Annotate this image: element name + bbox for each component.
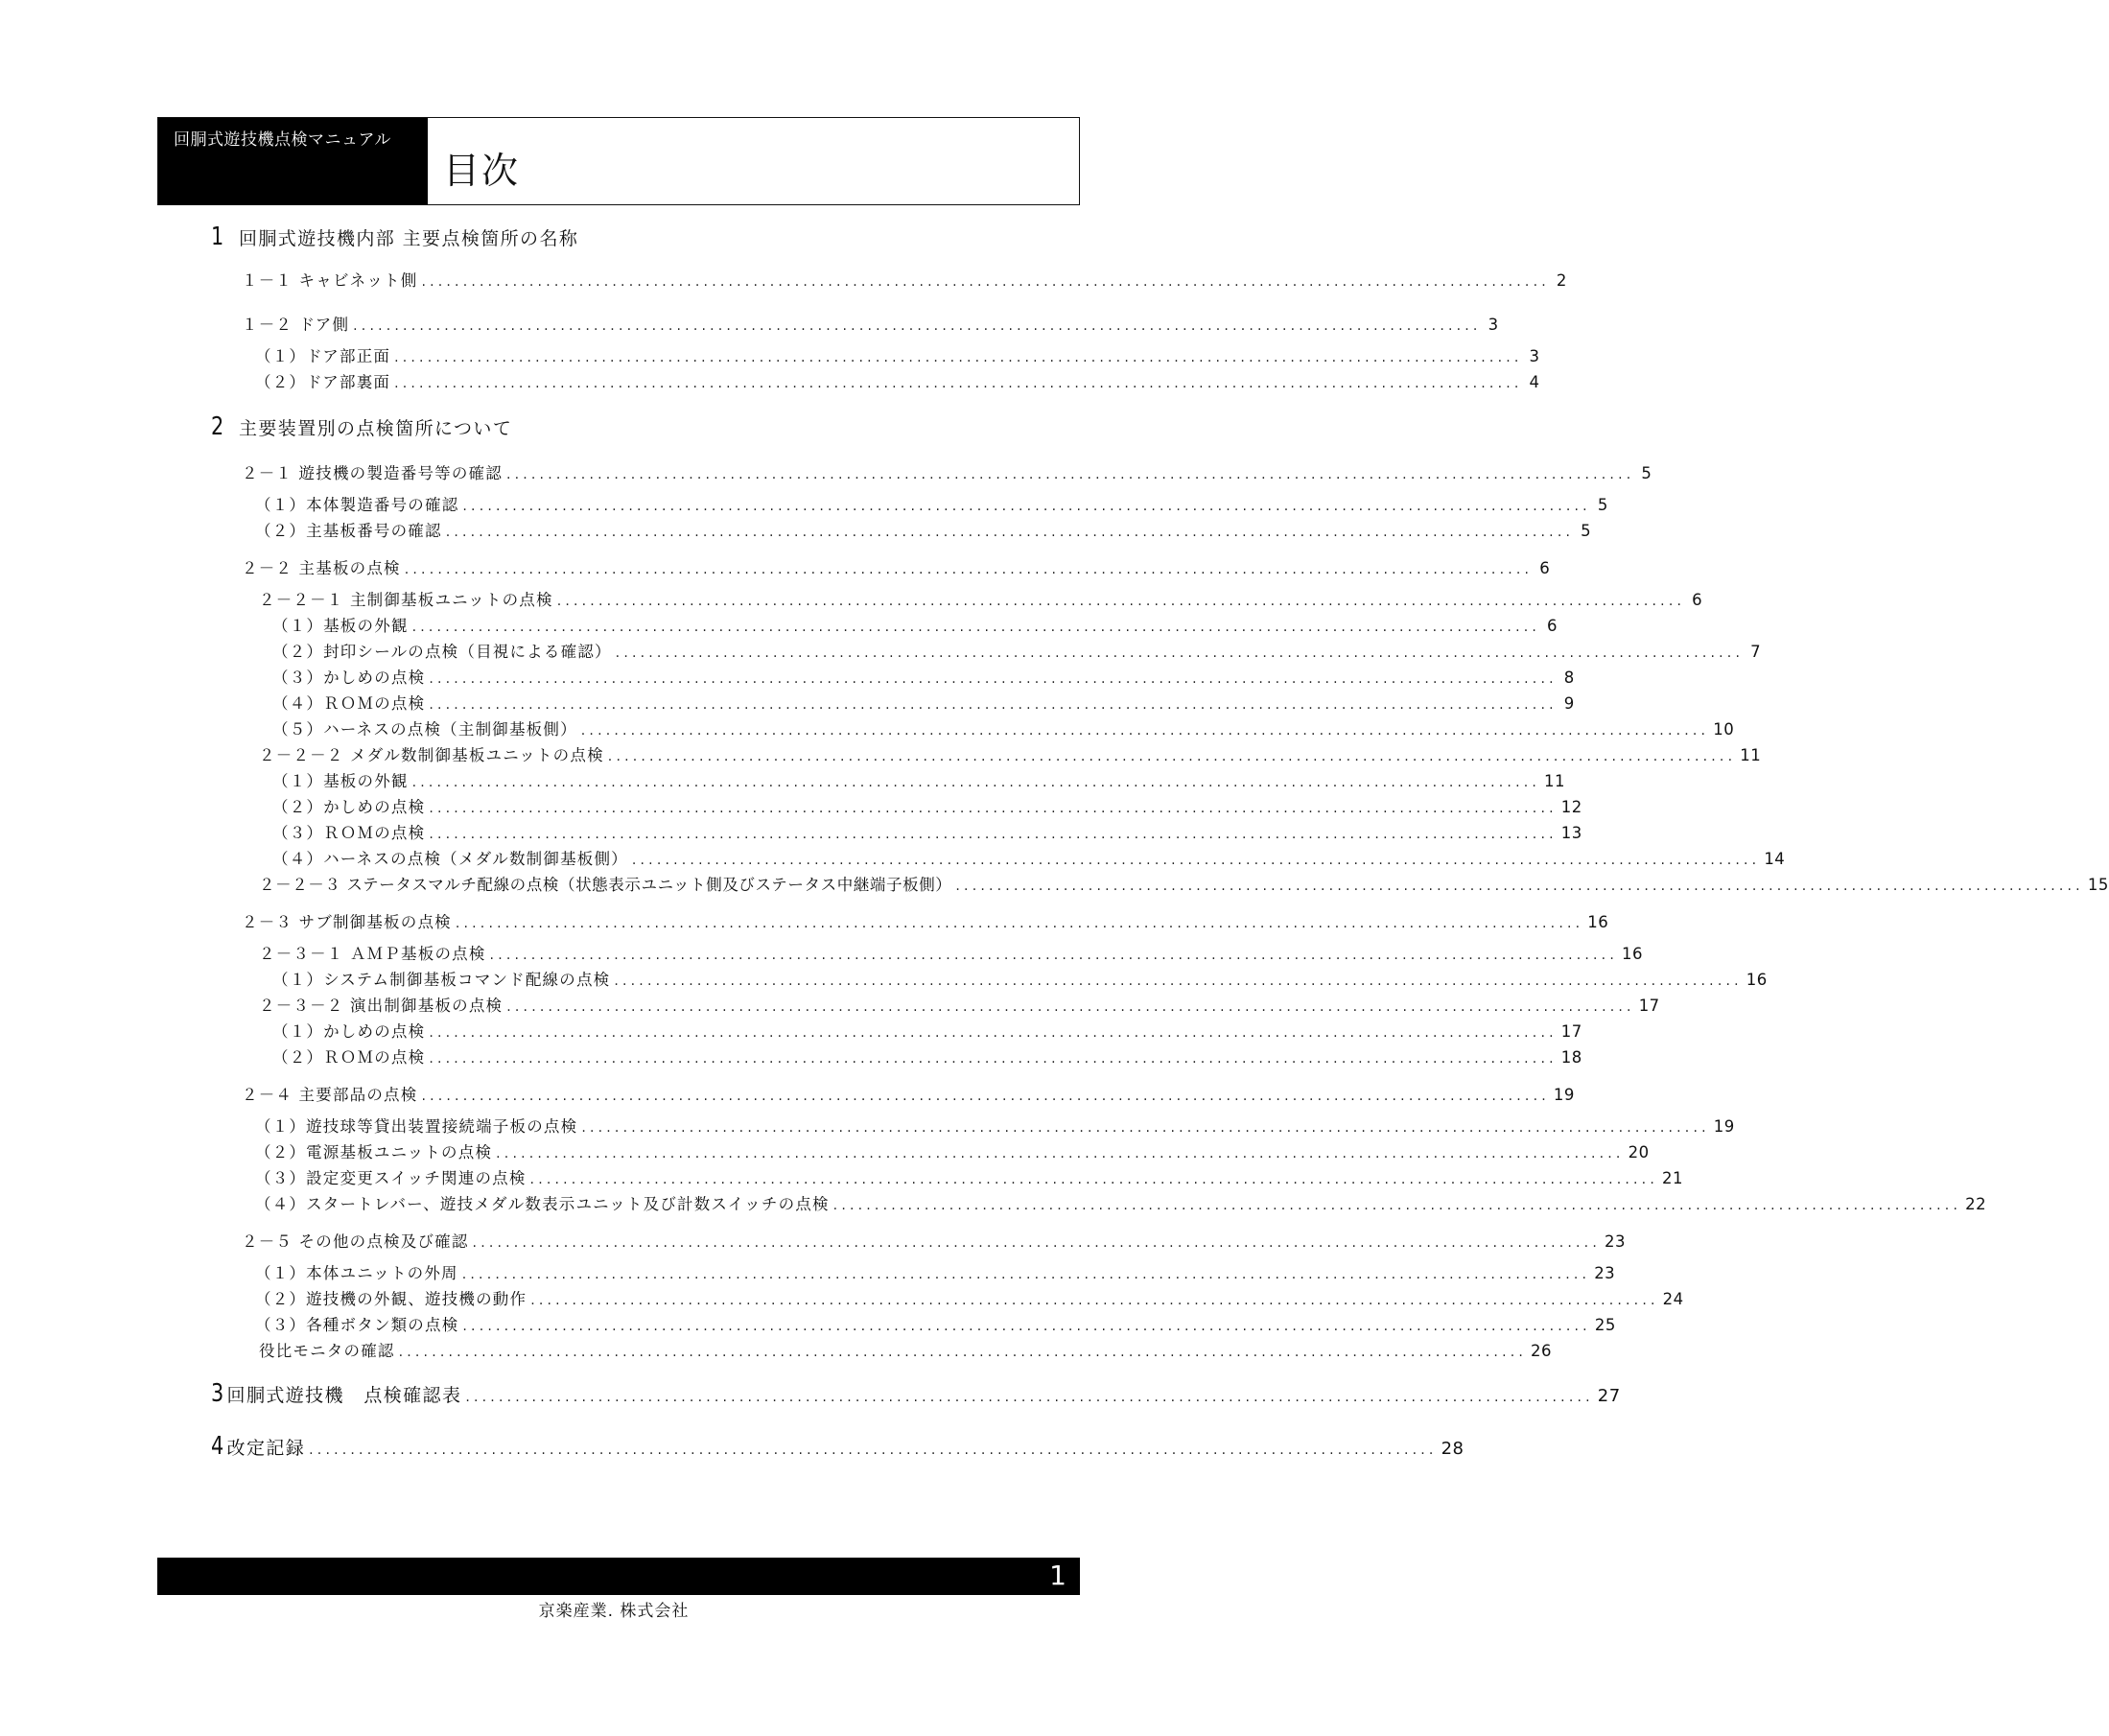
chapter-number: 2 — [211, 412, 224, 441]
entry-page: 10 — [1713, 720, 1735, 739]
chapter-title: 改定記録 — [226, 1438, 306, 1459]
dot-leader: ........................................................................................................................................ — [955, 879, 2084, 894]
entry-title: （２）遊技機の外観、遊技機の動作 — [255, 1290, 527, 1308]
entry-page: 6 — [1539, 559, 1551, 577]
entry-title: （４）ＲＯＭの点検 — [272, 694, 426, 713]
entry-title: ２－２ 主基板の点検 — [242, 559, 401, 577]
toc-entry[interactable] — [272, 768, 1566, 791]
entry-title: １－１ キャビネット側 — [242, 271, 418, 290]
dot-leader: ........................................................................................................................................ — [614, 974, 1743, 989]
dot-leader: ........................................................................................................................................ — [421, 274, 1550, 290]
toc-entry[interactable] — [255, 518, 1592, 541]
toc-entry[interactable] — [242, 460, 1652, 483]
entry-title: （３）ＲＯＭの点検 — [272, 824, 426, 842]
entry-title: （１）遊技球等貸出装置接続端子板の点検 — [255, 1117, 578, 1136]
entry-page: 9 — [1563, 694, 1575, 713]
entry-page: 23 — [1594, 1264, 1616, 1282]
dot-leader: ........................................................................................................................................ — [394, 376, 1523, 391]
chapter-title: 回胴式遊技機 点検確認表 — [226, 1385, 462, 1406]
entry-page: 22 — [1965, 1195, 1987, 1213]
toc-entry[interactable] — [259, 1338, 1553, 1361]
entry-title: ２－５ その他の点検及び確認 — [242, 1232, 469, 1251]
dot-leader: ........................................................................................................................................ — [394, 350, 1523, 365]
entry-title: （４）スタートレバー、遊技メダル数表示ユニット及び計数スイッチの点検 — [255, 1195, 830, 1213]
chapter-page: 27 — [1597, 1386, 1621, 1406]
toc-chapter-2[interactable] — [211, 412, 512, 441]
dot-leader: ........................................................................................................................................ — [411, 775, 1541, 790]
entry-page: 6 — [1547, 617, 1558, 635]
toc-entry[interactable] — [272, 691, 1575, 714]
toc-entry[interactable] — [242, 1229, 1626, 1252]
entry-page: 16 — [1746, 971, 1768, 989]
chapter-number: 4 — [211, 1432, 224, 1461]
toc-entry[interactable] — [272, 613, 1558, 636]
entry-title: （３）各種ボタン類の点検 — [255, 1316, 459, 1334]
entry-title: ２－３ サブ制御基板の点検 — [242, 913, 452, 931]
dot-leader: ........................................................................................................................................ — [429, 1051, 1558, 1067]
entry-title: （１）基板の外観 — [272, 772, 409, 790]
entry-page: 24 — [1662, 1290, 1684, 1308]
entry-title: （１）システム制御基板コマンド配線の点検 — [272, 971, 611, 989]
toc-entry[interactable] — [242, 555, 1551, 578]
toc-entry[interactable] — [242, 909, 1609, 932]
dot-leader: ........................................................................................................................................ — [429, 671, 1558, 687]
dot-leader: ........................................................................................................................................ — [404, 562, 1534, 577]
entry-page: 16 — [1587, 913, 1609, 931]
entry-page: 26 — [1531, 1342, 1553, 1360]
entry-page: 20 — [1628, 1143, 1650, 1161]
toc-entry[interactable] — [272, 1019, 1582, 1042]
chapter-page: 28 — [1441, 1439, 1465, 1459]
entry-title: ２－４ 主要部品の点検 — [242, 1086, 418, 1104]
page-number: 1 — [1049, 1560, 1066, 1591]
chapter-title: 主要装置別の点検箇所について — [239, 418, 513, 439]
entry-title: ２－３－２ 演出制御基板の点検 — [259, 997, 504, 1015]
dot-leader: ........................................................................................................................................ — [506, 999, 1635, 1015]
dot-leader: ........................................................................................................................................ — [615, 645, 1745, 661]
entry-title: （１）基板の外観 — [272, 617, 409, 635]
toc-entry[interactable] — [255, 343, 1540, 366]
entry-title: （２）かしめの点検 — [272, 798, 426, 816]
dot-leader: ........................................................................................................................................ — [462, 499, 1591, 514]
dot-leader: ........................................................................................................................................ — [472, 1235, 1601, 1251]
entry-page: 3 — [1488, 316, 1499, 334]
entry-page: 13 — [1560, 824, 1582, 842]
entry-page: 6 — [1692, 591, 1703, 609]
dot-leader: ........................................................................................................................................ — [631, 853, 1761, 868]
dot-leader: ........................................................................................................................................ — [455, 916, 1584, 931]
toc-entry[interactable] — [259, 941, 1643, 964]
toc-entry[interactable] — [272, 820, 1582, 843]
entry-page: 3 — [1529, 347, 1540, 365]
toc-entry[interactable] — [272, 639, 1762, 662]
entry-title: （１）かしめの点検 — [272, 1022, 426, 1041]
entry-page: 17 — [1560, 1022, 1582, 1041]
toc-entry[interactable] — [255, 1191, 1987, 1214]
dot-leader: ........................................................................................................................................ — [556, 594, 1686, 609]
toc-entry[interactable] — [259, 872, 2109, 895]
entry-page: 5 — [1597, 496, 1608, 514]
dot-leader: ........................................................................................................................................ — [398, 1345, 1528, 1360]
toc-entry[interactable] — [242, 312, 1499, 335]
dot-leader: ........................................................................................................................................ — [489, 948, 1618, 963]
dot-leader: ........................................................................................................................................ — [461, 1267, 1591, 1282]
dot-leader: ........................................................................................................................................ — [445, 525, 1575, 540]
dot-leader: ........................................................................................................................................ — [496, 1146, 1625, 1161]
toc-entry[interactable] — [255, 1312, 1616, 1335]
page-title: 目次 — [443, 150, 521, 192]
entry-title: （２）主基板番号の確認 — [255, 522, 442, 540]
entry-title: ２－１ 遊技機の製造番号等の確認 — [242, 464, 503, 482]
toc-entry[interactable] — [272, 665, 1575, 688]
entry-page: 19 — [1713, 1117, 1735, 1136]
entry-page: 5 — [1641, 464, 1652, 482]
entry-page: 12 — [1560, 798, 1582, 816]
entry-page: 15 — [2087, 876, 2109, 894]
entry-title: （１）本体ユニットの外周 — [255, 1264, 458, 1282]
dot-leader: ........................................................................................................................................ — [505, 467, 1635, 482]
toc-entry[interactable] — [255, 492, 1608, 515]
dot-leader: ........................................................................................................................................ — [462, 1319, 1591, 1334]
dot-leader: ........................................................................................................................................ — [421, 1089, 1550, 1104]
entry-title: ２－２－２ メダル数制御基板ユニットの点検 — [259, 746, 604, 764]
dot-leader: ........................................................................................................................................ — [309, 1443, 1438, 1458]
toc-entry[interactable] — [272, 716, 1735, 739]
toc-entry[interactable] — [272, 794, 1582, 817]
entry-page: 18 — [1560, 1048, 1582, 1067]
dot-leader: ........................................................................................................................................ — [411, 620, 1541, 635]
toc-entry[interactable] — [255, 1165, 1683, 1188]
toc-chapter-4[interactable] — [211, 1432, 1465, 1461]
entry-title: ２－２－１ 主制御基板ユニットの点検 — [259, 591, 553, 609]
entry-page: 25 — [1594, 1316, 1616, 1334]
dot-leader: ........................................................................................................................................ — [429, 1025, 1558, 1041]
dot-leader: ........................................................................................................................................ — [530, 1293, 1659, 1308]
company-name: 京楽産業. 株式会社 — [538, 1602, 690, 1621]
entry-page: 7 — [1750, 643, 1762, 661]
manual-subtitle: 回胴式遊技機点検マニュアル — [174, 130, 391, 150]
toc-entry[interactable] — [242, 268, 1567, 291]
entry-page: 11 — [1740, 746, 1762, 764]
entry-title: （３）かしめの点検 — [272, 669, 426, 687]
entry-title: （１）ドア部正面 — [255, 347, 391, 365]
entry-title: １－２ ドア側 — [242, 316, 350, 334]
toc-entry[interactable] — [255, 1139, 1650, 1162]
dot-leader: ........................................................................................................................................ — [429, 697, 1558, 713]
entry-title: 役比モニタの確認 — [259, 1342, 395, 1360]
entry-page: 23 — [1604, 1232, 1626, 1251]
title-header — [157, 117, 1080, 205]
entry-page: 5 — [1581, 522, 1592, 540]
entry-title: ２－２－３ ステータスマルチ配線の点検（状態表示ユニット側及びステータス中継端子板側） — [259, 876, 952, 894]
toc-entry[interactable] — [272, 1044, 1582, 1067]
entry-title: （２）ＲＯＭの点検 — [272, 1048, 426, 1067]
dot-leader: ........................................................................................................................................ — [580, 723, 1710, 739]
dot-leader: ........................................................................................................................................ — [529, 1172, 1658, 1187]
entry-title: ２－３－１ ＡＭＰ基板の点検 — [259, 945, 486, 963]
dot-leader: ........................................................................................................................................ — [465, 1390, 1594, 1405]
entry-page: 2 — [1556, 271, 1567, 290]
toc-entry[interactable] — [255, 1114, 1735, 1137]
entry-title: （４）ハーネスの点検（メダル数制御基板側） — [272, 850, 628, 868]
dot-leader: ........................................................................................................................................ — [581, 1120, 1710, 1136]
entry-title: （１）本体製造番号の確認 — [255, 496, 459, 514]
entry-page: 19 — [1553, 1086, 1575, 1104]
chapter-number: 1 — [211, 223, 224, 251]
entry-page: 4 — [1529, 373, 1540, 391]
entry-page: 21 — [1661, 1169, 1683, 1187]
dot-leader: ........................................................................................................................................ — [353, 318, 1482, 334]
toc-entry[interactable] — [272, 967, 1768, 990]
entry-title: （２）封印シールの点検（目視による確認） — [272, 643, 612, 661]
entry-title: （２）電源基板ユニットの点検 — [255, 1143, 493, 1161]
toc-entry[interactable] — [242, 1082, 1575, 1105]
chapter-number: 3 — [211, 1379, 224, 1408]
entry-page: 11 — [1544, 772, 1566, 790]
dot-leader: ........................................................................................................................................ — [429, 827, 1558, 842]
toc-chapter-3[interactable] — [211, 1379, 1621, 1408]
entry-page: 16 — [1621, 945, 1643, 963]
entry-title: （５）ハーネスの点検（主制御基板側） — [272, 720, 577, 739]
entry-page: 14 — [1764, 850, 1786, 868]
chapter-title: 回胴式遊技機内部 主要点検箇所の名称 — [239, 228, 579, 249]
entry-page: 8 — [1563, 669, 1575, 687]
manual-label-block — [158, 118, 428, 204]
toc-entry[interactable] — [255, 1260, 1616, 1283]
toc-chapter-1[interactable] — [211, 223, 578, 251]
dot-leader: ........................................................................................................................................ — [429, 801, 1558, 816]
toc-entry[interactable] — [259, 587, 1703, 610]
dot-leader: ........................................................................................................................................ — [832, 1198, 1962, 1213]
toc-entry[interactable] — [255, 1286, 1684, 1309]
toc-entry[interactable] — [259, 993, 1660, 1016]
footer-bar — [157, 1558, 1080, 1595]
toc-entry[interactable] — [255, 369, 1540, 392]
toc-entry[interactable] — [272, 846, 1786, 869]
toc-entry[interactable] — [259, 742, 1762, 765]
dot-leader: ........................................................................................................................................ — [607, 749, 1737, 764]
entry-page: 17 — [1638, 997, 1660, 1015]
entry-title: （３）設定変更スイッチ関連の点検 — [255, 1169, 527, 1187]
entry-title: （２）ドア部裏面 — [255, 373, 391, 391]
